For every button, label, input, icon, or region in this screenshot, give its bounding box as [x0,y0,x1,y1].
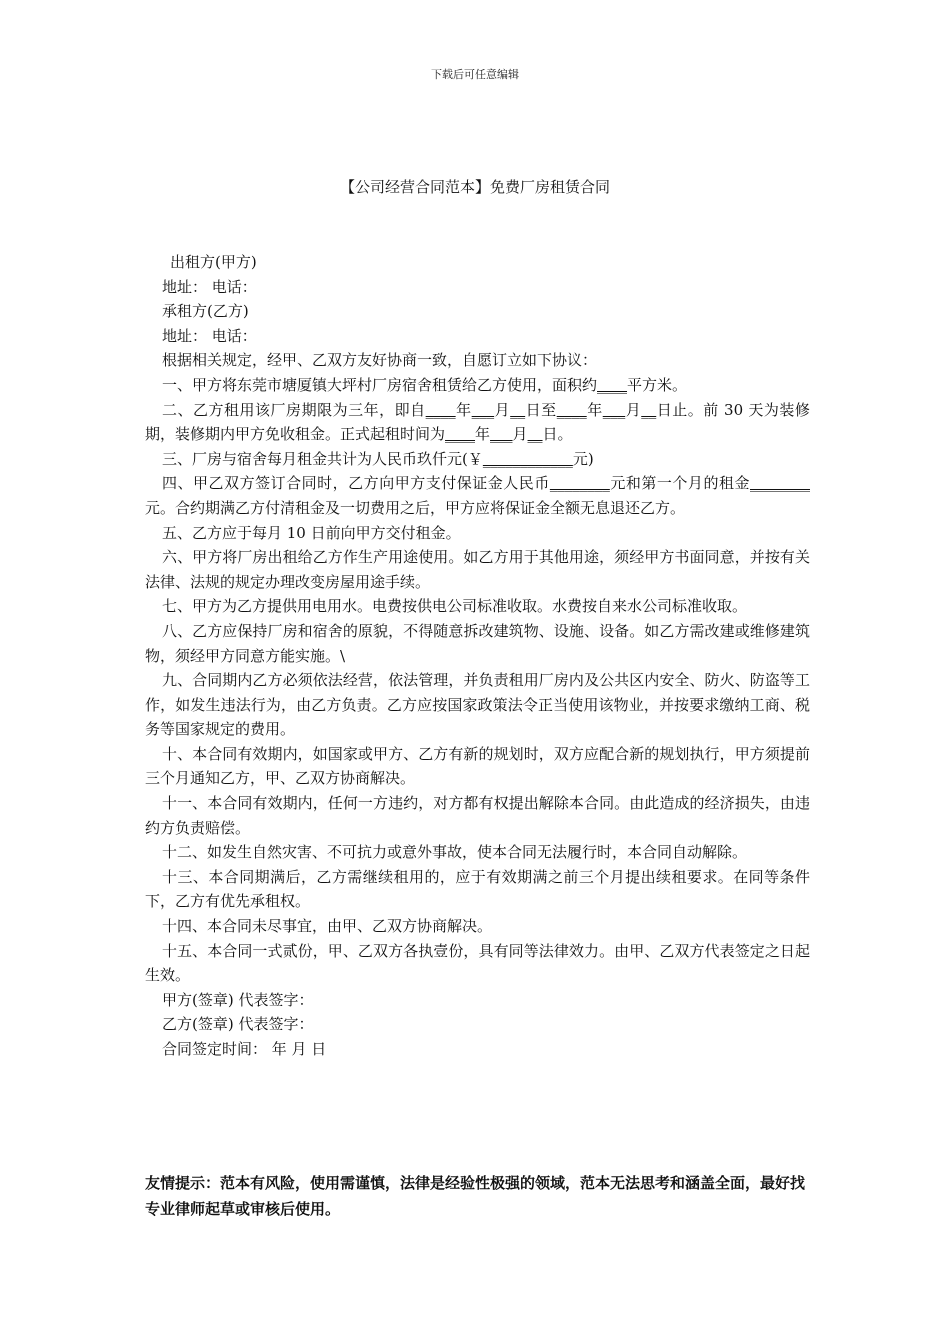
clause-1: 一、甲方将东莞市塘厦镇大坪村厂房宿舍租赁给乙方使用，面积约____平方米。 [162,375,688,394]
lessor-line: 出租方(甲方) [170,253,257,271]
contract-body [145,250,810,1062]
friendly-tip: 友情提示：范本有风险，使用需谨慎，法律是经验性极强的领域，范本无法思考和涵盖全面，最好找专业律师起草或审核后使用。 [145,1174,806,1218]
lessor-signature-line: 甲方(签章) 代表签字： [162,990,314,1009]
clause-2: 二、乙方租用该厂房期限为三年，即自____年___月__日至____年___月__日止。前 30 天为装修期，装修期内甲方免收租金。正式起租时间为____年___月__日。 [145,400,810,444]
clause-9: 九、合同期内乙方必须依法经营，依法管理，并负责租用厂房内及公共区内安全、防火、防盗等工作，如发生违法行为，由乙方负责。乙方应按国家政策法令正当使用该物业，并按要求缴纳工商、税务等国家规定的费用。 [145,671,810,739]
clause-12: 十二、如发生自然灾害、不可抗力或意外事故，使本合同无法履行时，本合同自动解除。 [162,843,748,862]
lessee-contact-line: 地址： 电话： [162,326,257,345]
clause-7: 七、甲方为乙方提供用电用水。电费按供电公司标准收取。水费按自来水公司标准收取。 [162,597,748,616]
clause-8: 八、乙方应保持厂房和宿舍的原貌，不得随意拆改建筑物、设施、设备。如乙方需改建或维修建筑物，须经甲方同意方能实施。\ [145,621,810,665]
clause-5: 五、乙方应于每月 10 日前向甲方交付租金。 [162,523,461,542]
lessor-contact-line: 地址： 电话： [162,277,257,296]
clause-10: 十、本合同有效期内，如国家或甲方、乙方有新的规划时，双方应配合新的规划执行，甲方须提前三个月通知乙方，甲、乙双方协商解决。 [145,744,810,788]
document-title: 【公司经营合同范本】免费厂房租赁合同 [339,178,610,196]
lessee-line: 承租方(乙方) [162,302,249,321]
clause-3: 三、厂房与宿舍每月租金共计为人民币玖仟元(￥____________元) [162,449,594,468]
clause-11: 十一、本合同有效期内，任何一方违约，对方都有权提出解除本合同。由此造成的经济损失，由违约方负责赔偿。 [145,794,810,837]
clause-15: 十五、本合同一式贰份，甲、乙双方各执壹份，具有同等法律效力。由甲、乙双方代表签定之日起生效。 [145,941,810,985]
intro-paragraph: 根据相关规定，经甲、乙双方友好协商一致，自愿订立如下协议： [162,351,598,370]
clause-6: 六、甲方将厂房出租给乙方作生产用途使用。如乙方用于其他用途，须经甲方书面同意，并按有关法律、法规的规定办理改变房屋用途手续。 [145,548,810,591]
header-note: 下载后可任意编辑 [431,68,519,81]
lessee-signature-line: 乙方(签章) 代表签字： [162,1015,314,1034]
clause-14: 十四、本合同未尽事宜，由甲、乙双方协商解决。 [162,917,493,936]
signing-date-line: 合同签定时间： 年 月 日 [162,1040,327,1058]
clause-4: 四、甲乙双方签订合同时，乙方向甲方支付保证金人民币________元和第一个月的租金________元。合约期满乙方付清租金及一切费用之后，甲方应将保证金全额无息退还乙方。 [145,474,810,517]
clause-13: 十三、本合同期满后，乙方需继续租用的，应于有效期满之前三个月提出续租要求。在同等条件下，乙方有优先承租权。 [145,867,810,911]
